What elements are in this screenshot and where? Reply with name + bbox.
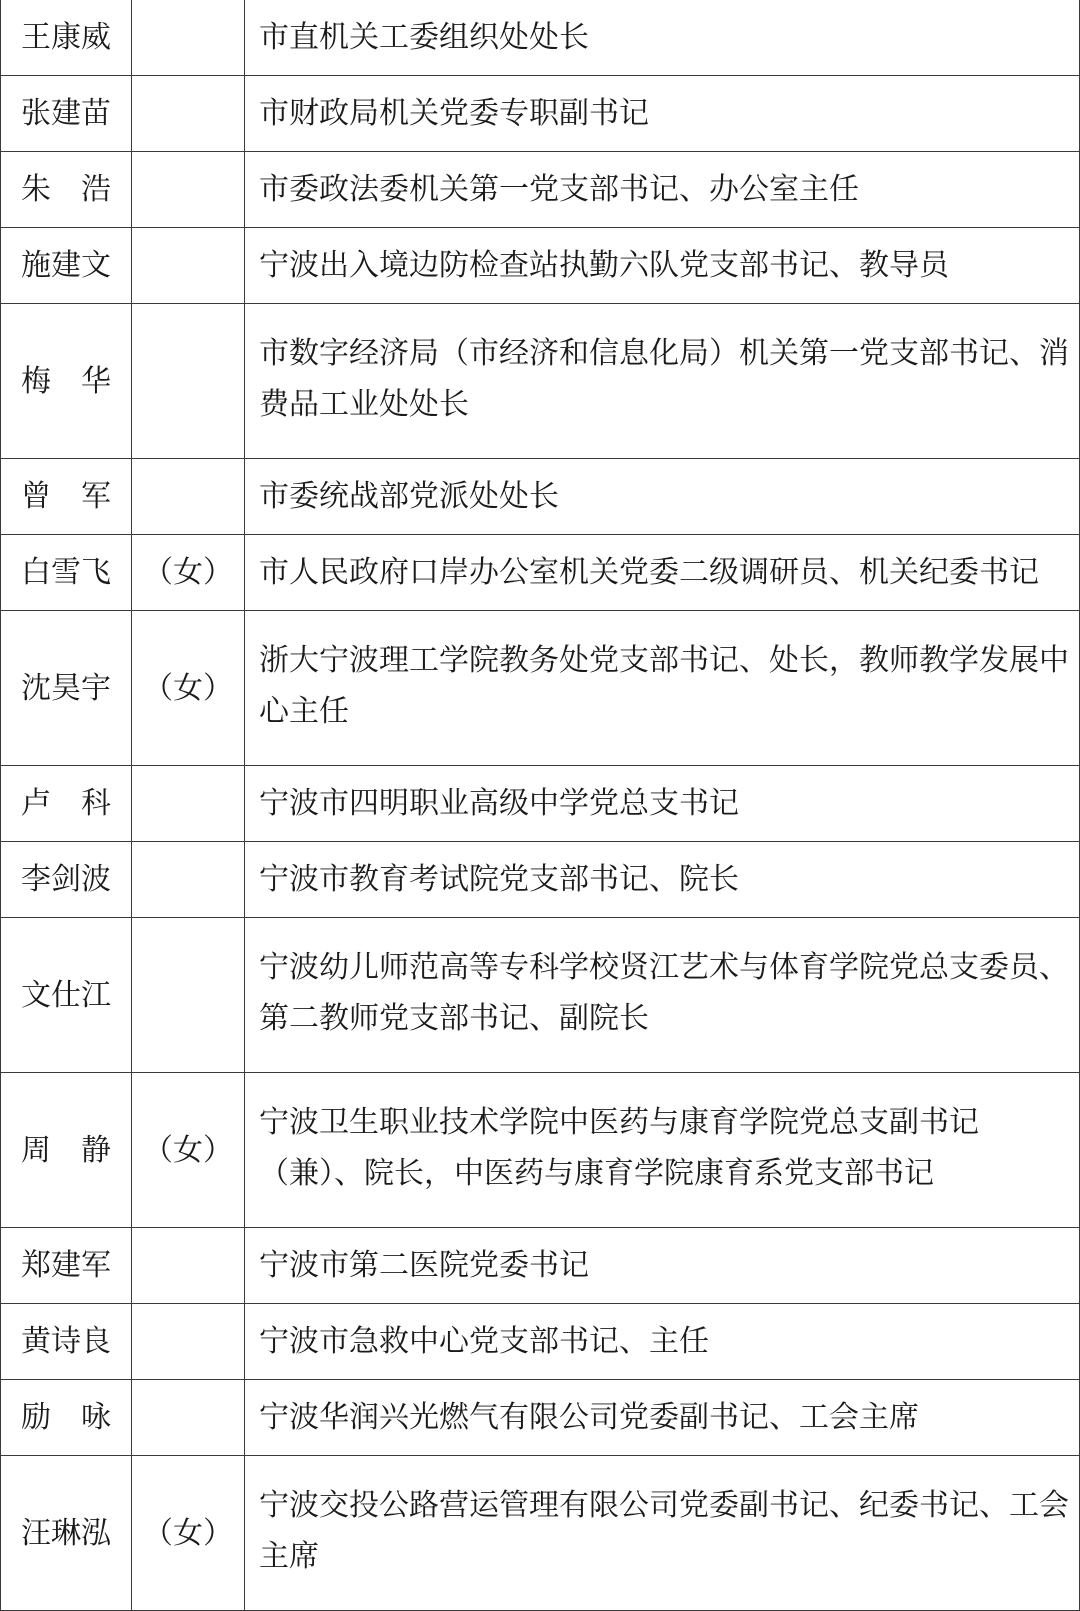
position-title: 市委政法委机关第一党支部书记、办公室主任 [245,152,1080,228]
table-row [1,76,1080,152]
table-row [1,918,1080,1073]
gender-note: （女） [132,611,245,766]
position-title: 宁波市第二医院党委书记 [245,1228,1080,1304]
position-title: 市数字经济局（市经济和信息化局）机关第一党支部书记、消费品工业处处长 [245,304,1080,459]
gender-note [132,304,245,459]
position-title: 宁波幼儿师范高等专科学校贤江艺术与体育学院党总支委员、第二教师党支部书记、副院长 [245,918,1080,1073]
person-name: 汪琳泓 [1,1456,132,1611]
person-name: 白雪飞 [1,535,132,611]
position-title: 宁波卫生职业技术学院中医药与康育学院党总支副书记（兼）、院长，中医药与康育学院康育系党支部书记 [245,1073,1080,1228]
gender-note: （女） [132,535,245,611]
position-title: 宁波华润兴光燃气有限公司党委副书记、工会主席 [245,1380,1080,1456]
person-name: 朱 浩 [1,152,132,228]
position-title: 浙大宁波理工学院教务处党支部书记、处长，教师教学发展中心主任 [245,611,1080,766]
table-row [1,1380,1080,1456]
person-name: 文仕江 [1,918,132,1073]
table-row [1,1456,1080,1611]
position-title: 宁波市四明职业高级中学党总支书记 [245,766,1080,842]
person-name: 王康威 [1,0,132,76]
position-title: 市人民政府口岸办公室机关党委二级调研员、机关纪委书记 [245,535,1080,611]
table-row [1,842,1080,918]
person-name: 周 静 [1,1073,132,1228]
gender-note [132,1304,245,1380]
table-row [1,611,1080,766]
table-row [1,1073,1080,1228]
table-row [1,152,1080,228]
person-name: 郑建军 [1,1228,132,1304]
person-name: 李剑波 [1,842,132,918]
person-name: 沈昊宇 [1,611,132,766]
gender-note [132,766,245,842]
position-title: 市直机关工委组织处处长 [245,0,1080,76]
table-row [1,0,1080,76]
table-row [1,459,1080,535]
table-row [1,304,1080,459]
position-title: 宁波交投公路营运管理有限公司党委副书记、纪委书记、工会主席 [245,1456,1080,1611]
table-row [1,1304,1080,1380]
gender-note [132,1380,245,1456]
position-title: 市委统战部党派处处长 [245,459,1080,535]
gender-note [132,842,245,918]
table-row [1,766,1080,842]
person-name: 梅 华 [1,304,132,459]
position-title: 宁波出入境边防检查站执勤六队党支部书记、教导员 [245,228,1080,304]
gender-note: （女） [132,1073,245,1228]
gender-note [132,152,245,228]
gender-note [132,228,245,304]
person-name: 卢 科 [1,766,132,842]
gender-note: （女） [132,1456,245,1611]
table-row [1,228,1080,304]
gender-note [132,0,245,76]
gender-note [132,459,245,535]
position-title: 市财政局机关党委专职副书记 [245,76,1080,152]
position-title: 宁波市急救中心党支部书记、主任 [245,1304,1080,1380]
gender-note [132,1228,245,1304]
table-row [1,1228,1080,1304]
person-name: 励 咏 [1,1380,132,1456]
person-name: 施建文 [1,228,132,304]
person-name: 黄诗良 [1,1304,132,1380]
person-name: 曾 军 [1,459,132,535]
person-name: 张建苗 [1,76,132,152]
gender-note [132,76,245,152]
table-row [1,535,1080,611]
gender-note [132,918,245,1073]
position-title: 宁波市教育考试院党支部书记、院长 [245,842,1080,918]
